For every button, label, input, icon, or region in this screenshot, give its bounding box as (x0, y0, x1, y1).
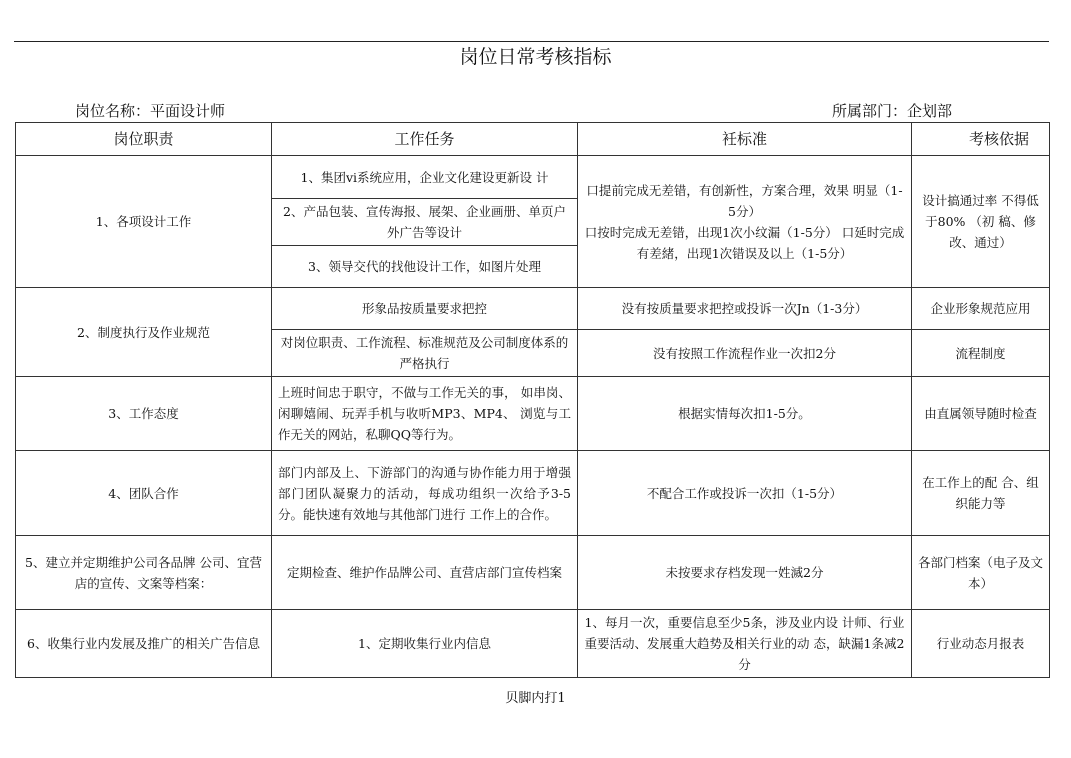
standard-line: 口提前完成无差错，有创新性，方案合理，效果 明显（1-5分） (586, 182, 903, 219)
task-cell: 1、集团vi系统应用，企业文化建设更新设 计 (272, 156, 578, 199)
duty-cell: 4、团队合作 (16, 451, 272, 536)
task-cell: 对岗位职责、工作流程、标准规范及公司制度体系的严格执行 (272, 330, 578, 377)
header-duty: 岗位职责 (16, 123, 272, 156)
table-row (16, 377, 1050, 451)
task-cell: 2、产品包装、宣传海报、展架、企业画册、单页户外广告等设计 (272, 199, 578, 246)
standard-cell (578, 156, 912, 288)
table-row (16, 610, 1050, 678)
position-name-label: 岗位名称：平面设计师 (75, 102, 226, 120)
table-row (16, 156, 1050, 199)
standard-cell: 不配合工作或投诉一次扣（1-5分） (578, 451, 912, 536)
duty-cell: 5、建立并定期维护公司各品牌 公司、宜营店的宣传、文案等档案： (16, 536, 272, 610)
page-title: 岗位日常考核指标 (459, 46, 612, 68)
duty-cell: 3、工作态度 (16, 377, 272, 451)
duty-cell: 6、收集行业内发展及推广的相关广告信息 (16, 610, 272, 678)
standard-cell: 没有按照工作流程作业一次扣2分 (578, 330, 912, 377)
task-cell: 定期检查、维护作品牌公司、直营店部门宣传档案 (272, 536, 578, 610)
standard-line: 口按时完成无差错，出现1次小纹漏（1-5分） 口延时完成有差緒，出现1次错误及以上（1-5分） (584, 224, 905, 261)
standard-cell: 根据实情每次扣1-5分。 (578, 377, 912, 451)
task-cell: 上班时间忠于职守，不做与工作无关的事， 如串岗、闲聊嬉闹、玩弄手机与收听MP3、MP4、 浏览与工作无关的网站，私聊QQ等行为。 (272, 377, 578, 451)
standard-cell: 1、每月一次，重要信息至少5条，涉及业内设 计师、行业重要活动、发展重大趋势及相关行业的动 态，缺漏1条减2分 (578, 610, 912, 678)
table-row (16, 536, 1050, 610)
basis-cell: 企业形象规范应用 (912, 288, 1050, 330)
standard-cell: 没有按质量要求把控或投诉一次Jn（1-3分） (578, 288, 912, 330)
task-cell: 1、定期收集行业内信息 (272, 610, 578, 678)
basis-cell: 由直属领导随时检查 (912, 377, 1050, 451)
header-task: 工作任务 (272, 123, 578, 156)
task-cell: 部门内部及上、下游部门的沟通与协作能力用于增强部门团队凝聚力的活动，每成功组织一次给予3-5分。能快速有效地与其他部门进行 工作上的合作。 (272, 451, 578, 536)
header-row (16, 123, 1050, 156)
department-label: 所属部门：企划部 (832, 102, 953, 120)
assessment-table (15, 122, 1050, 678)
table-row (16, 288, 1050, 330)
table-row (16, 451, 1050, 536)
basis-cell: 各部门档案（电子及文本） (912, 536, 1050, 610)
basis-cell: 设计搞通过率 不得低于80% （初 稿、修改、通过） (912, 156, 1050, 288)
standard-cell: 未按要求存档发现一姓滅2分 (578, 536, 912, 610)
basis-cell: 行业动态月报表 (912, 610, 1050, 678)
duty-cell: 2、制度执行及作业规范 (16, 288, 272, 377)
task-cell: 形象品按质量要求把控 (272, 288, 578, 330)
page-footer: 贝脚内打1 (505, 691, 566, 706)
basis-cell: 流程制度 (912, 330, 1050, 377)
duty-cell: 1、各项设计工作 (16, 156, 272, 288)
task-cell: 3、领导交代的找他设计工作，如图片处理 (272, 246, 578, 288)
header-standard: 衽标准 (578, 123, 912, 156)
basis-cell: 在工作上的配 合、组织能力等 (912, 451, 1050, 536)
header-basis: 考核依据 (912, 123, 1050, 156)
